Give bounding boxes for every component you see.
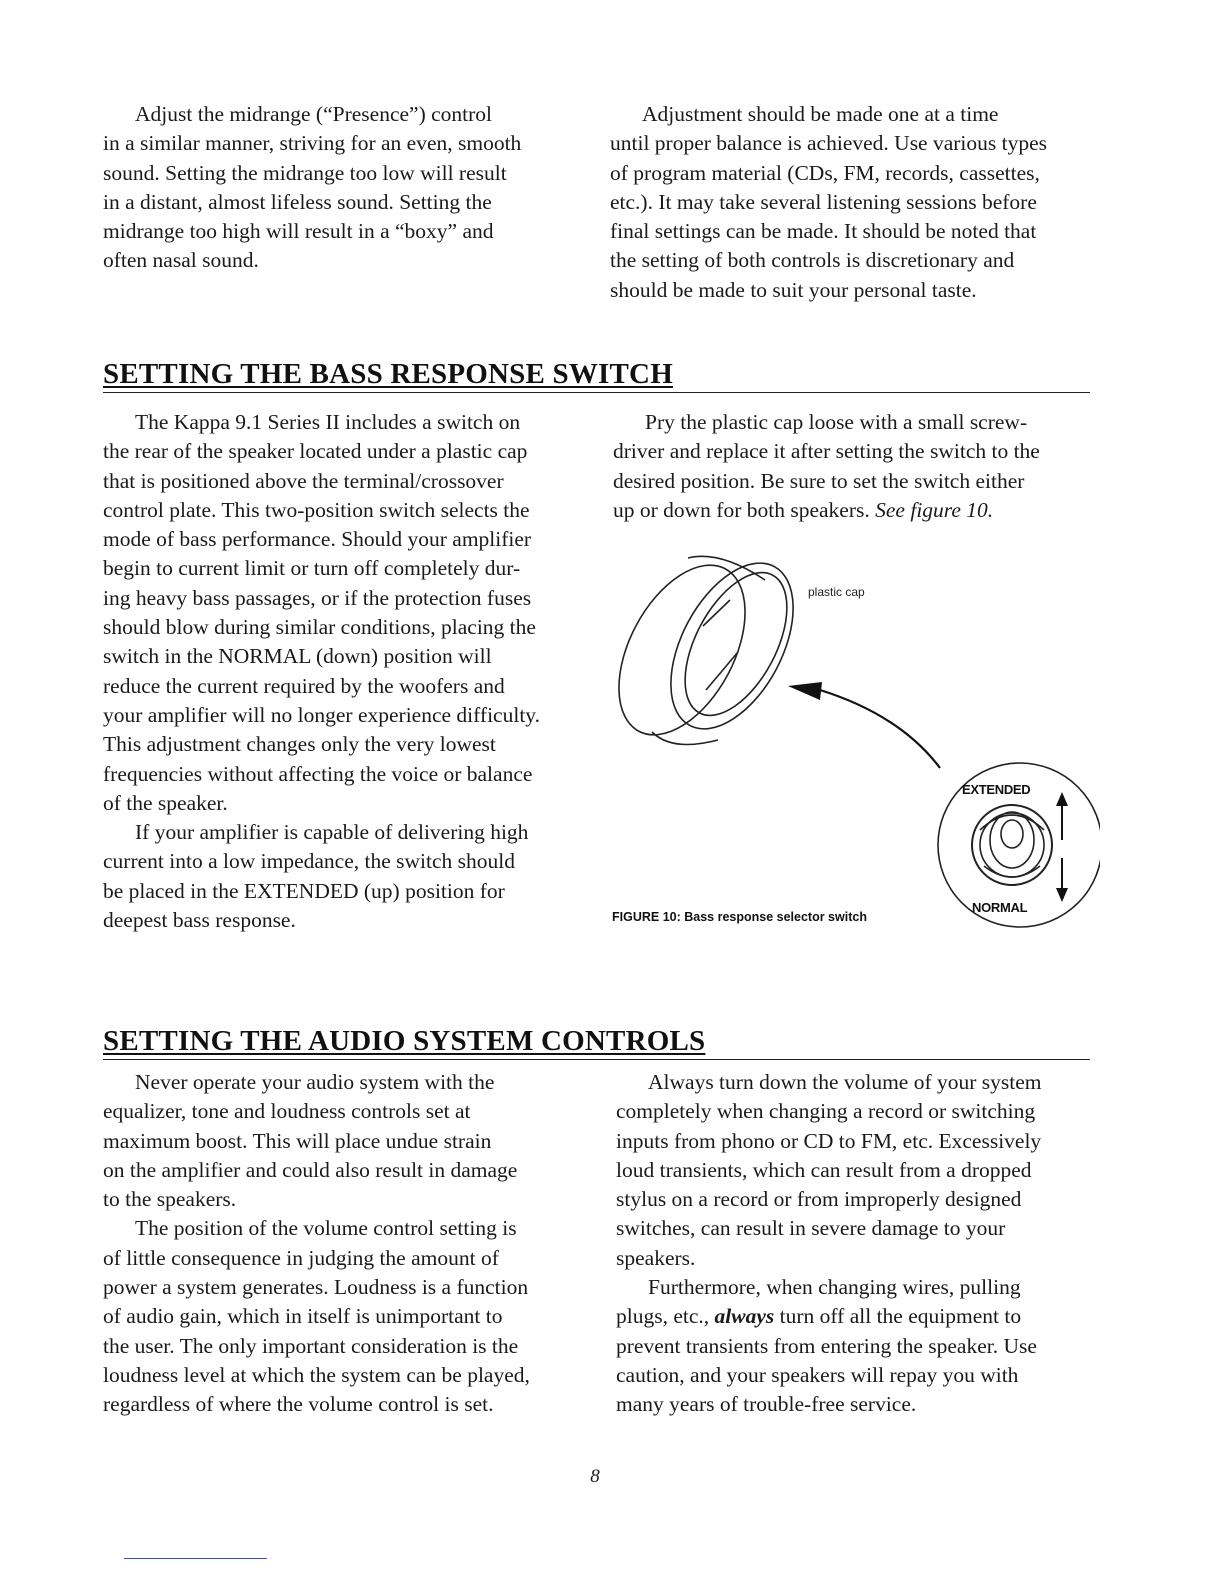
text-line: begin to current limit or turn off completely dur- [103, 556, 521, 581]
text-line: of audio gain, which in itself is unimportant to [103, 1304, 503, 1329]
text-line: Adjustment should be made one at a time [642, 102, 999, 126]
figure-10-illustration [600, 540, 1100, 940]
text-line: caution, and your speakers will repay you with [616, 1362, 1019, 1387]
text-line: Never operate your audio system with the [135, 1070, 495, 1094]
audio-right-paragraph [616, 1068, 1042, 1420]
text-line: completely when changing a record or switching [616, 1099, 1036, 1124]
arrow-up-icon [1056, 792, 1068, 840]
bass-left-paragraph [103, 408, 540, 935]
text-line: to the speakers. [103, 1187, 237, 1212]
plastic-cap-label: plastic cap [808, 585, 865, 599]
figure-caption: FIGURE 10: Bass response selector switch [612, 910, 867, 924]
text-line: Furthermore, when changing wires, pulling [648, 1275, 1021, 1300]
text-line: in a distant, almost lifeless sound. Setting the [103, 189, 492, 214]
text-line: that is positioned above the terminal/crossover [103, 468, 504, 493]
text-line: the setting of both controls is discretionary and [610, 248, 1015, 273]
intro-left-paragraph [103, 100, 521, 276]
text-line: loudness level at which the system can be played, [103, 1362, 530, 1387]
text-line: driver and replace it after setting the switch to the [613, 439, 1040, 464]
text-line: many years of trouble-free service. [616, 1392, 917, 1417]
heading-text: SETTING THE BASS RESPONSE SWITCH [103, 358, 673, 390]
text-line: inputs from phono or CD to FM, etc. Excessively [616, 1128, 1042, 1153]
emphasis-always: always [714, 1304, 775, 1329]
bass-right-paragraph [613, 408, 1040, 525]
text-line: The position of the volume control setting is [135, 1216, 517, 1241]
text-segment: plugs, etc., [616, 1304, 710, 1329]
text-line: ing heavy bass passages, or if the protection fuses [103, 585, 532, 610]
text-line: deepest bass response. [103, 908, 296, 933]
text-line: This adjustment changes only the very lowest [103, 732, 496, 757]
figure-reference: See figure 10. [875, 497, 994, 522]
text-line: stylus on a record or from improperly designed [616, 1187, 1022, 1212]
text-line: maximum boost. This will place undue strain [103, 1128, 492, 1153]
text-line: power a system generates. Loudness is a function [103, 1275, 529, 1300]
text-line: your amplifier will no longer experience difficulty. [103, 702, 541, 727]
normal-label: NORMAL [972, 900, 1028, 915]
page-number: 8 [590, 1466, 600, 1487]
section-heading-audio [103, 1023, 1090, 1060]
text-line: on the amplifier and could also result in damage [103, 1157, 518, 1182]
text-line: the rear of the speaker located under a plastic cap [103, 439, 528, 464]
plastic-cap-drawing [600, 543, 818, 756]
text-line: desired position. Be sure to set the switch either [613, 468, 1025, 493]
text-line: equalizer, tone and loudness controls set at [103, 1099, 471, 1124]
text-line [613, 496, 1040, 525]
text-line: the user. The only important consideration is the [103, 1333, 519, 1358]
text-line: If your amplifier is capable of delivering high [135, 820, 529, 845]
text-line [616, 1302, 1042, 1331]
text-segment: up or down for both speakers. [613, 497, 870, 522]
text-line: until proper balance is achieved. Use various types [610, 131, 1048, 156]
text-line: in a similar manner, striving for an even, smooth [103, 131, 522, 156]
text-line: frequencies without affecting the voice or balance [103, 761, 533, 786]
text-line: loud transients, which can result from a dropped [616, 1157, 1032, 1182]
text-line: Always turn down the volume of your system [648, 1070, 1042, 1094]
text-line: The Kappa 9.1 Series II includes a switch on [135, 410, 521, 434]
text-line: final settings can be made. It should be noted that [610, 219, 1037, 244]
text-line: speakers. [616, 1245, 696, 1270]
text-line: should blow during similar conditions, placing the [103, 615, 536, 640]
text-line: often nasal sound. [103, 248, 259, 273]
extended-label: EXTENDED [962, 782, 1031, 797]
text-line: of little consequence in judging the amount of [103, 1245, 499, 1270]
text-line: Pry the plastic cap loose with a small screw- [645, 410, 1028, 434]
text-line: Adjust the midrange (“Presence”) control [135, 102, 493, 126]
footer-rule [124, 1558, 267, 1559]
text-line: current into a low impedance, the switch should [103, 849, 515, 874]
text-line: be placed in the EXTENDED (up) position for [103, 878, 505, 903]
text-segment: turn off all the equipment to [779, 1304, 1022, 1329]
text-line: mode of bass performance. Should your amplifier [103, 527, 532, 552]
text-line: etc.). It may take several listening sessions before [610, 189, 1037, 214]
text-line: sound. Setting the midrange too low will result [103, 160, 507, 185]
intro-right-paragraph [610, 100, 1047, 305]
text-line: switches, can result in severe damage to your [616, 1216, 1006, 1241]
text-line: switch in the NORMAL (down) position will [103, 644, 492, 669]
text-line: regardless of where the volume control is set. [103, 1392, 494, 1417]
audio-left-paragraph [103, 1068, 530, 1420]
pointer-arrow [788, 682, 940, 768]
text-line: should be made to suit your personal taste. [610, 277, 977, 302]
text-line: midrange too high will result in a “boxy” and [103, 219, 494, 244]
text-line: control plate. This two-position switch selects the [103, 497, 530, 522]
arrow-down-icon [1056, 858, 1068, 902]
heading-text: SETTING THE AUDIO SYSTEM CONTROLS [103, 1025, 706, 1057]
text-line: prevent transients from entering the speaker. Use [616, 1333, 1037, 1358]
text-line: reduce the current required by the woofers and [103, 673, 505, 698]
section-heading-bass [103, 356, 1090, 393]
text-line: of program material (CDs, FM, records, cassettes, [610, 160, 1040, 185]
text-line: of the speaker. [103, 790, 228, 815]
